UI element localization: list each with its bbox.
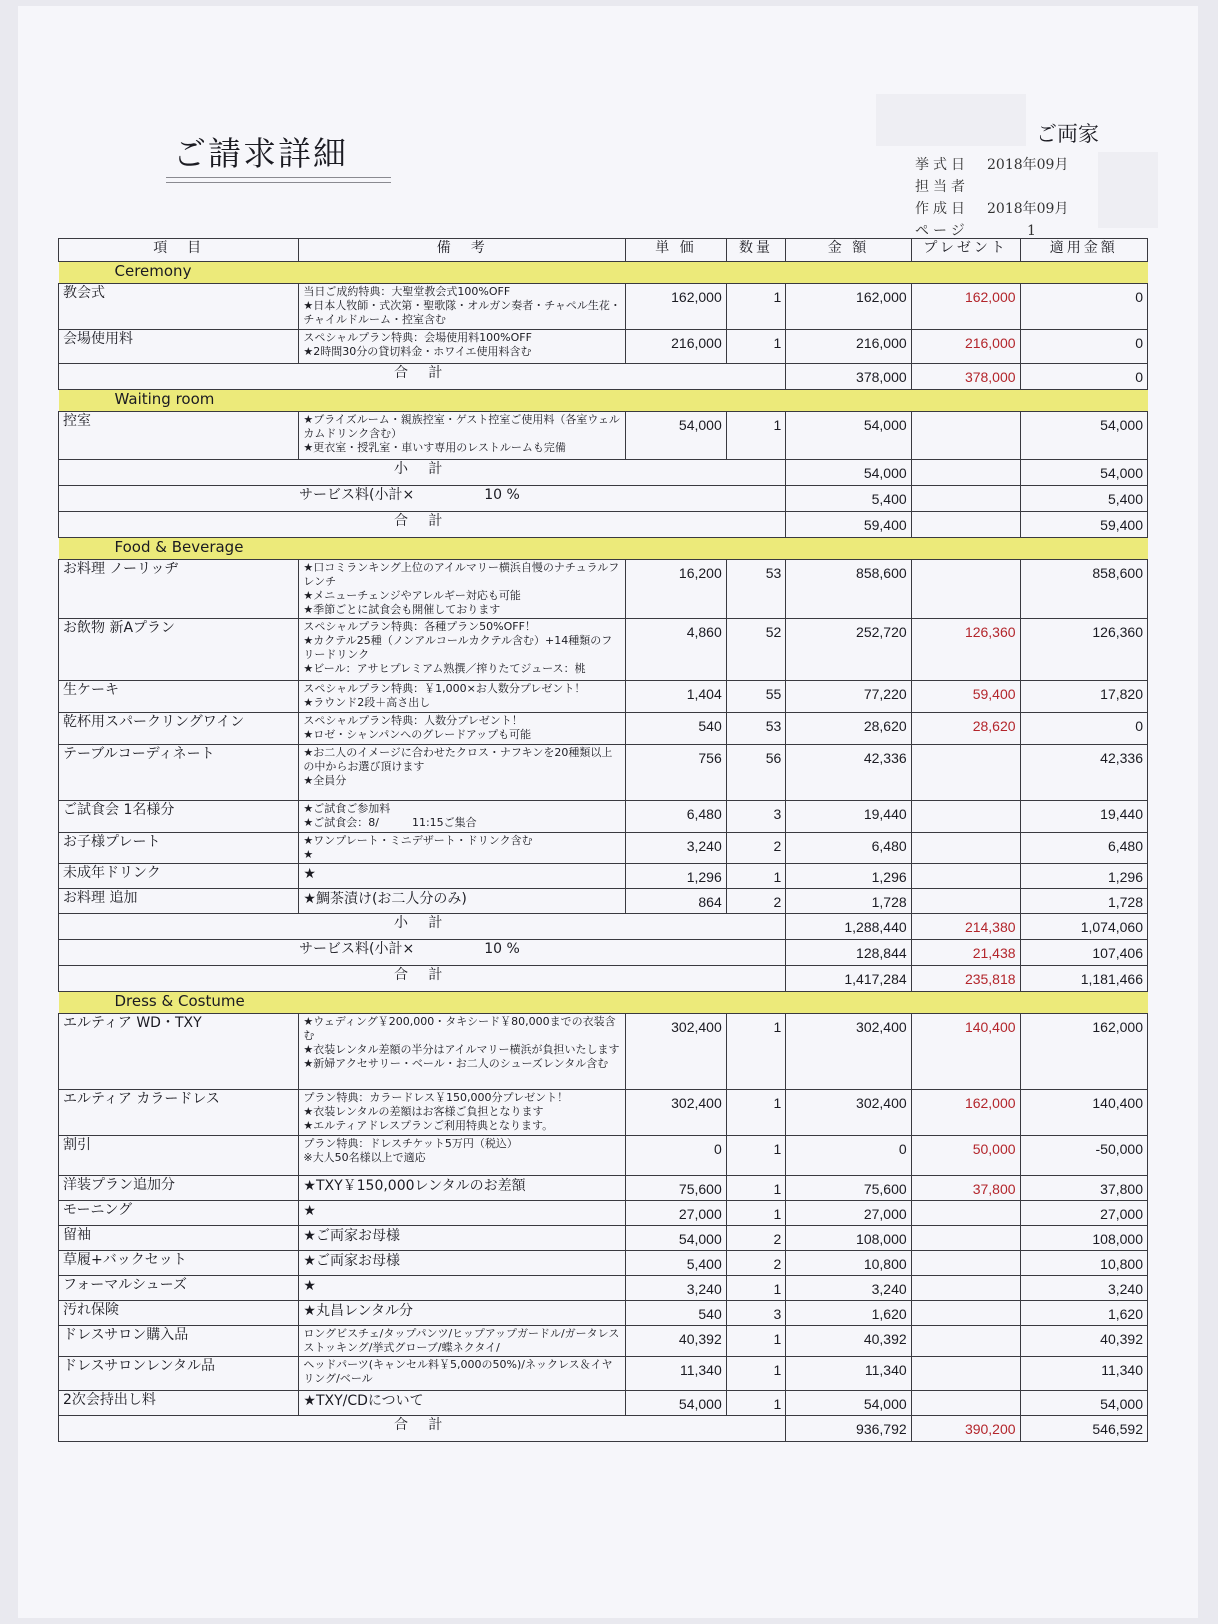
present-amount: [911, 801, 1020, 833]
present-amount: 50,000: [911, 1136, 1020, 1176]
item-name: テーブルコーディネート: [59, 745, 299, 801]
summary-label: 小 計: [59, 460, 786, 486]
item-name: 草履+バックセット: [59, 1251, 299, 1276]
table-row: [59, 801, 1148, 833]
present-amount: 140,400: [911, 1014, 1020, 1090]
item-note: ★鯛茶漬け(お二人分のみ): [299, 889, 626, 914]
summary-applied: 54,000: [1020, 460, 1147, 486]
item-note: スペシャルプラン特典：会場使用料100%OFF ★2時間30分の貸切料金・ホワイエ使用料含む: [299, 330, 626, 364]
applied-amount: 0: [1020, 284, 1147, 330]
item-name: 教会式: [59, 284, 299, 330]
item-note: ★ご両家お母様: [299, 1226, 626, 1251]
summary-present: [911, 512, 1020, 538]
item-note: ★ご両家お母様: [299, 1251, 626, 1276]
applied-amount: 0: [1020, 330, 1147, 364]
page-title: ご請求詳細: [173, 134, 348, 173]
present-amount: [911, 1326, 1020, 1357]
quantity: 1: [726, 1014, 786, 1090]
summary-label: [59, 940, 786, 966]
table-row: [59, 713, 1148, 745]
summary-applied: 1,181,466: [1020, 966, 1147, 992]
present-amount: [911, 1226, 1020, 1251]
item-name: お料理 追加: [59, 889, 299, 914]
summary-applied: 1,074,060: [1020, 914, 1147, 940]
item-name: エルティア WD・TXY: [59, 1014, 299, 1090]
table-row: [59, 560, 1148, 619]
amount: 54,000: [786, 412, 911, 460]
quantity: 55: [726, 681, 786, 713]
applied-amount: 27,000: [1020, 1201, 1147, 1226]
applied-amount: 42,336: [1020, 745, 1147, 801]
unit-price: 16,200: [626, 560, 727, 619]
applied-amount: 162,000: [1020, 1014, 1147, 1090]
item-note: ★口コミランキング上位のアイルマリー横浜自慢のナチュラルフレンチ ★メニューチェンジやアレルギー対応も可能 ★季節ごとに試食会も開催しております: [299, 560, 626, 619]
amount: 54,000: [786, 1391, 911, 1416]
summary-label: 合 計: [59, 966, 786, 992]
unit-price: 864: [626, 889, 727, 914]
amount: 11,340: [786, 1357, 911, 1391]
invoice-table-body: [59, 239, 1148, 1442]
summary-amount: 936,792: [786, 1416, 911, 1442]
present-amount: [911, 889, 1020, 914]
present-amount: [911, 412, 1020, 460]
applied-amount: 11,340: [1020, 1357, 1147, 1391]
section-header-food: [59, 538, 1148, 560]
table-row: [59, 1326, 1148, 1357]
item-note: ヘッドパーツ(キャンセル料￥5,000の50%)/ネックレス＆イヤリング/ベール: [299, 1357, 626, 1391]
table-row: [59, 681, 1148, 713]
quantity: 1: [726, 1276, 786, 1301]
summary-applied: 5,400: [1020, 486, 1147, 512]
unit-price: 11,340: [626, 1357, 727, 1391]
table-row: [59, 1014, 1148, 1090]
item-note: プラン特典：ドレスチケット5万円（税込） ※大人50名様以上で適応: [299, 1136, 626, 1176]
summary-label: 合 計: [59, 364, 786, 390]
meta-page: ページ 1: [915, 223, 1036, 239]
table-row: [59, 1201, 1148, 1226]
present-amount: [911, 1391, 1020, 1416]
item-name: 会場使用料: [59, 330, 299, 364]
summary-applied: 0: [1020, 364, 1147, 390]
unit-price: 1,404: [626, 681, 727, 713]
item-note: スペシャルプラン特典：人数分プレゼント！ ★ロゼ・シャンパンへのグレードアップも可能: [299, 713, 626, 745]
present-amount: [911, 833, 1020, 864]
applied-amount: 1,728: [1020, 889, 1147, 914]
item-name: お子様プレート: [59, 833, 299, 864]
table-row: [59, 1391, 1148, 1416]
summary-present: 390,200: [911, 1416, 1020, 1442]
amount: 216,000: [786, 330, 911, 364]
applied-amount: -50,000: [1020, 1136, 1147, 1176]
summary-amount: 1,288,440: [786, 914, 911, 940]
item-name: ドレスサロン購入品: [59, 1326, 299, 1357]
quantity: 52: [726, 619, 786, 681]
table-row: [59, 1251, 1148, 1276]
amount: 10,800: [786, 1251, 911, 1276]
col-present: プレゼント: [911, 239, 1020, 262]
item-note: ★TXY/CDについて: [299, 1391, 626, 1416]
quantity: 1: [726, 864, 786, 889]
item-name: 割引: [59, 1136, 299, 1176]
unit-price: 540: [626, 713, 727, 745]
table-row: [59, 889, 1148, 914]
amount: 252,720: [786, 619, 911, 681]
summary-present: 378,000: [911, 364, 1020, 390]
subtotal-row: [59, 914, 1148, 940]
item-note: スペシャルプラン特典：各種プラン50%OFF！ ★カクテル25種（ノンアルコールカクテル含む）+14種類のフリードリンク ★ビール：アサヒプレミアム熟撰／搾りたてジュース：桃: [299, 619, 626, 681]
amount: 0: [786, 1136, 911, 1176]
redaction-block: [1098, 152, 1158, 228]
item-note: ロングビスチェ/タップパンツ/ヒップアップガードル/ガータレスストッキング/挙式グローブ/蝶ネクタイ/: [299, 1326, 626, 1357]
table-row: [59, 1276, 1148, 1301]
amount: 6,480: [786, 833, 911, 864]
summary-amount: 59,400: [786, 512, 911, 538]
applied-amount: 37,800: [1020, 1176, 1147, 1201]
col-note: 備 考: [299, 239, 626, 262]
amount: 858,600: [786, 560, 911, 619]
item-name: お飲物 新Aプラン: [59, 619, 299, 681]
meta-wedding-date: 挙式日 2018年09月: [915, 157, 1069, 173]
service-charge-row: [59, 486, 1148, 512]
summary-applied: 59,400: [1020, 512, 1147, 538]
quantity: 1: [726, 1391, 786, 1416]
amount: 302,400: [786, 1090, 911, 1136]
present-amount: 216,000: [911, 330, 1020, 364]
item-note: ★ワンプレート・ミニデザート・ドリンク含む ★: [299, 833, 626, 864]
present-amount: [911, 864, 1020, 889]
unit-price: 4,860: [626, 619, 727, 681]
title-underline: [166, 177, 391, 178]
summary-present: [911, 486, 1020, 512]
table-row: [59, 1301, 1148, 1326]
unit-price: 40,392: [626, 1326, 727, 1357]
quantity: 2: [726, 1251, 786, 1276]
amount: 108,000: [786, 1226, 911, 1251]
amount: 19,440: [786, 801, 911, 833]
item-note: スペシャルプラン特典：￥1,000×お人数分プレゼント！ ★ラウンド2段＋高さ出し: [299, 681, 626, 713]
meta-staff: 担当者: [915, 179, 969, 195]
quantity: 1: [726, 412, 786, 460]
item-name: 控室: [59, 412, 299, 460]
section-header-waiting: [59, 390, 1148, 412]
applied-amount: 6,480: [1020, 833, 1147, 864]
unit-price: 540: [626, 1301, 727, 1326]
amount: 302,400: [786, 1014, 911, 1090]
summary-applied: 107,406: [1020, 940, 1147, 966]
item-note: ★: [299, 864, 626, 889]
item-name: フォーマルシューズ: [59, 1276, 299, 1301]
unit-price: 54,000: [626, 1226, 727, 1251]
table-row: [59, 412, 1148, 460]
table-row: [59, 1090, 1148, 1136]
table-row: [59, 1136, 1148, 1176]
applied-amount: 858,600: [1020, 560, 1147, 619]
item-name: モーニング: [59, 1201, 299, 1226]
service-rate: 10 %: [484, 941, 520, 957]
service-rate: 10 %: [484, 487, 520, 503]
subtotal-row: [59, 460, 1148, 486]
unit-price: 54,000: [626, 412, 727, 460]
section-header-dress: [59, 992, 1148, 1014]
summary-present: 21,438: [911, 940, 1020, 966]
present-amount: [911, 1201, 1020, 1226]
section-title: Waiting room: [59, 390, 1148, 412]
summary-label: 合 計: [59, 512, 786, 538]
present-amount: [911, 1301, 1020, 1326]
unit-price: 6,480: [626, 801, 727, 833]
amount: 77,220: [786, 681, 911, 713]
amount: 42,336: [786, 745, 911, 801]
invoice-paper: [18, 6, 1198, 1618]
applied-amount: 1,296: [1020, 864, 1147, 889]
unit-price: 302,400: [626, 1090, 727, 1136]
item-note: ★丸昌レンタル分: [299, 1301, 626, 1326]
total-row: [59, 364, 1148, 390]
amount: 1,620: [786, 1301, 911, 1326]
present-amount: [911, 745, 1020, 801]
summary-amount: 128,844: [786, 940, 911, 966]
quantity: 53: [726, 713, 786, 745]
summary-present: 235,818: [911, 966, 1020, 992]
amount: 162,000: [786, 284, 911, 330]
amount: 40,392: [786, 1326, 911, 1357]
unit-price: 1,296: [626, 864, 727, 889]
summary-amount: 54,000: [786, 460, 911, 486]
table-row: [59, 619, 1148, 681]
item-note: ★ウェディング￥200,000・タキシード￥80,000までの衣装含む ★衣装レンタル差額の半分はアイルマリー横浜が負担いたします ★新婦アクセサリー・ベール・お二人のシューズレンタル含む: [299, 1014, 626, 1090]
summary-label: 合 計: [59, 1416, 786, 1442]
item-note: プラン特典：カラードレス￥150,000分プレゼント！ ★衣装レンタルの差額はお客様ご負担となります ★エルティアドレスプランご利用特典となります。: [299, 1090, 626, 1136]
quantity: 1: [726, 1357, 786, 1391]
col-item: 項 目: [59, 239, 299, 262]
applied-amount: 1,620: [1020, 1301, 1147, 1326]
redaction-block: [876, 94, 1026, 146]
quantity: 1: [726, 1326, 786, 1357]
total-row: [59, 1416, 1148, 1442]
present-amount: 28,620: [911, 713, 1020, 745]
amount: 3,240: [786, 1276, 911, 1301]
unit-price: 75,600: [626, 1176, 727, 1201]
item-note: ★ご試食ご参加料 ★ご試食会：8/ 11:15ご集合: [299, 801, 626, 833]
unit-price: 3,240: [626, 1276, 727, 1301]
summary-amount: 378,000: [786, 364, 911, 390]
amount: 75,600: [786, 1176, 911, 1201]
item-name: ご試食会 1名様分: [59, 801, 299, 833]
quantity: 1: [726, 284, 786, 330]
total-row: [59, 966, 1148, 992]
item-name: 乾杯用スパークリングワイン: [59, 713, 299, 745]
quantity: 56: [726, 745, 786, 801]
table-row: [59, 284, 1148, 330]
quantity: 3: [726, 1301, 786, 1326]
quantity: 2: [726, 1226, 786, 1251]
item-name: 未成年ドリンク: [59, 864, 299, 889]
unit-price: 302,400: [626, 1014, 727, 1090]
item-note: 当日ご成約特典：大聖堂教会式100%OFF ★日本人牧師・式次第・聖歌隊・オルガン奏者・チャペル生花・チャイルドルーム・控室含む: [299, 284, 626, 330]
table-row: [59, 864, 1148, 889]
table-row: [59, 1176, 1148, 1201]
present-amount: [911, 1276, 1020, 1301]
quantity: 1: [726, 1090, 786, 1136]
quantity: 53: [726, 560, 786, 619]
item-name: 2次会持出し料: [59, 1391, 299, 1416]
applied-amount: 126,360: [1020, 619, 1147, 681]
applied-amount: 19,440: [1020, 801, 1147, 833]
unit-price: 5,400: [626, 1251, 727, 1276]
applied-amount: 3,240: [1020, 1276, 1147, 1301]
unit-price: 3,240: [626, 833, 727, 864]
amount: 27,000: [786, 1201, 911, 1226]
col-amount: 金 額: [786, 239, 911, 262]
item-name: 洋装プラン追加分: [59, 1176, 299, 1201]
table-row: [59, 1357, 1148, 1391]
quantity: 1: [726, 1201, 786, 1226]
amount: 1,728: [786, 889, 911, 914]
item-name: お料理 ノーリッヂ: [59, 560, 299, 619]
table-row: [59, 1226, 1148, 1251]
table-row: [59, 745, 1148, 801]
unit-price: 54,000: [626, 1391, 727, 1416]
present-amount: 59,400: [911, 681, 1020, 713]
service-charge-row: [59, 940, 1148, 966]
total-row: [59, 512, 1148, 538]
present-amount: 162,000: [911, 284, 1020, 330]
unit-price: 162,000: [626, 284, 727, 330]
table-row: [59, 330, 1148, 364]
summary-amount: 5,400: [786, 486, 911, 512]
amount: 1,296: [786, 864, 911, 889]
col-applied: 適用金額: [1020, 239, 1147, 262]
table-row: [59, 833, 1148, 864]
applied-amount: 108,000: [1020, 1226, 1147, 1251]
item-note: ★お二人のイメージに合わせたクロス・ナフキンを20種類以上の中からお選び頂けます ★全員分: [299, 745, 626, 801]
item-name: エルティア カラードレス: [59, 1090, 299, 1136]
quantity: 2: [726, 833, 786, 864]
summary-applied: 546,592: [1020, 1416, 1147, 1442]
section-title: Food & Beverage: [59, 538, 1148, 560]
applied-amount: 140,400: [1020, 1090, 1147, 1136]
applied-amount: 10,800: [1020, 1251, 1147, 1276]
present-amount: [911, 560, 1020, 619]
applied-amount: 54,000: [1020, 412, 1147, 460]
col-qty: 数量: [726, 239, 786, 262]
unit-price: 756: [626, 745, 727, 801]
summary-label: [59, 486, 786, 512]
present-amount: 162,000: [911, 1090, 1020, 1136]
item-name: 留袖: [59, 1226, 299, 1251]
summary-present: 214,380: [911, 914, 1020, 940]
unit-price: 216,000: [626, 330, 727, 364]
item-note: ★: [299, 1201, 626, 1226]
item-note: ★: [299, 1276, 626, 1301]
item-note: ★ブライズルーム・親族控室・ゲスト控室ご使用料（各室ウェルカムドリンク含む） ★更衣室・授乳室・車いす専用のレストルームも完備: [299, 412, 626, 460]
item-note: ★TXY￥150,000レンタルのお差額: [299, 1176, 626, 1201]
present-amount: [911, 1251, 1020, 1276]
section-header-ceremony: [59, 262, 1148, 284]
quantity: 1: [726, 1176, 786, 1201]
present-amount: 126,360: [911, 619, 1020, 681]
quantity: 3: [726, 801, 786, 833]
service-label: サービス料(小計×: [299, 487, 415, 503]
item-name: 汚れ保険: [59, 1301, 299, 1326]
applied-amount: 17,820: [1020, 681, 1147, 713]
service-label: サービス料(小計×: [299, 941, 415, 957]
section-title: Ceremony: [59, 262, 1148, 284]
item-name: 生ケーキ: [59, 681, 299, 713]
section-title: Dress & Costume: [59, 992, 1148, 1014]
title-underline-2: [166, 182, 391, 183]
quantity: 2: [726, 889, 786, 914]
unit-price: 0: [626, 1136, 727, 1176]
meta-created-date: 作成日 2018年09月: [915, 201, 1069, 217]
present-amount: [911, 1357, 1020, 1391]
unit-price: 27,000: [626, 1201, 727, 1226]
summary-present: [911, 460, 1020, 486]
applied-amount: 54,000: [1020, 1391, 1147, 1416]
quantity: 1: [726, 330, 786, 364]
applied-amount: 40,392: [1020, 1326, 1147, 1357]
item-name: ドレスサロンレンタル品: [59, 1357, 299, 1391]
amount: 28,620: [786, 713, 911, 745]
invoice-table: [58, 238, 1148, 1442]
present-amount: 37,800: [911, 1176, 1020, 1201]
summary-amount: 1,417,284: [786, 966, 911, 992]
quantity: 1: [726, 1136, 786, 1176]
family-name: ご両家: [1036, 122, 1099, 146]
col-price: 単 価: [626, 239, 727, 262]
summary-label: 小 計: [59, 914, 786, 940]
table-header-row: [59, 239, 1148, 262]
applied-amount: 0: [1020, 713, 1147, 745]
